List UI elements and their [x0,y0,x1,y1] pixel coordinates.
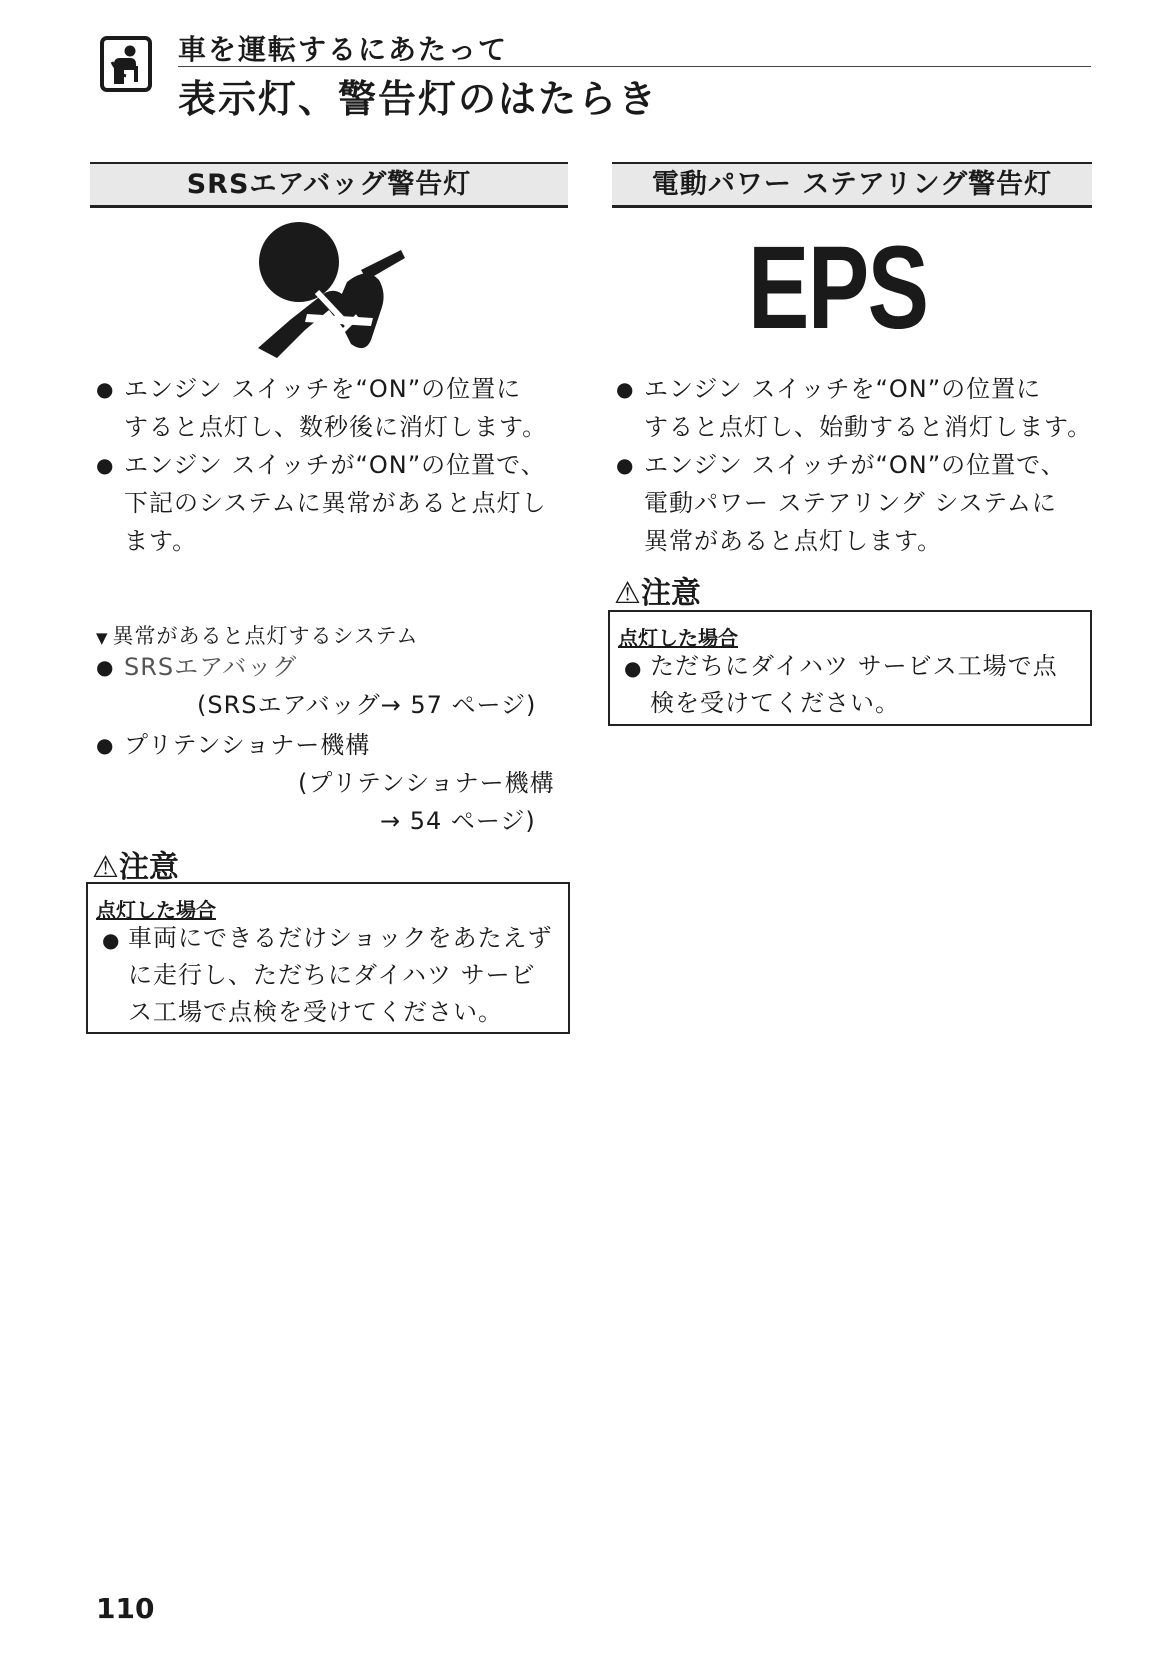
list-item [96,370,547,446]
caution-text: ただちにダイハツ サービス工場で点 検を受けてください。 [650,652,1058,717]
system-name: プリテンショナー機構 [124,731,371,759]
triangle-down-icon: ▼ [96,629,109,647]
header-rule [178,66,1091,67]
bullet-text: ます。 [124,527,198,555]
caution-title: ⚠注意 [614,576,701,611]
srs-airbag-heading: SRSエアバッグ警告灯 [90,162,568,208]
driver-icon [100,36,152,92]
page-number: 110 [96,1592,155,1625]
bullet-text: すると点灯し、始動すると消灯します。 [644,413,1093,441]
bullet-text: 異常があると点灯します。 [644,527,943,555]
system-name: SRSエアバッグ [124,653,298,681]
list-item [96,446,547,560]
eps-warning-symbol: EPS [748,222,928,354]
warning-triangle-icon: ⚠ [92,850,119,885]
caution-box [608,610,1092,726]
bullet-icon: ● [616,453,635,477]
systems-heading: ▼ 異常があると点灯するシステム [96,624,419,648]
page-title: 表示灯、警告灯のはたらき [178,77,659,121]
caution-box-heading: 点灯した場合 [618,626,738,650]
bullet-icon: ● [96,377,115,401]
bullet-text: エンジン スイッチが“ON”の位置で、 [124,451,546,479]
eps-heading: 電動パワー ステアリング警告灯 [612,162,1092,208]
list-item [616,370,1092,446]
bullet-icon: ● [96,733,115,757]
caution-text: 車両にできるだけショックをあたえず に走行し、ただちにダイハツ サービ ス工場で点検を受けてください。 [128,924,553,1026]
bullet-icon: ● [624,656,642,680]
caution-box [86,882,570,1034]
bullet-text: すると点灯し、数秒後に消灯します。 [124,413,548,441]
caution-box-heading: 点灯した場合 [96,898,216,922]
bullet-text: 電動パワー ステアリング システムに [644,489,1057,517]
cross-reference: (プリテンショナー機構 [298,769,555,797]
bullet-icon: ● [616,377,635,401]
section-subtitle: 車を運転するにあたって [178,33,509,66]
bullet-text: エンジン スイッチを“ON”の位置に [124,375,522,403]
bullet-text: エンジン スイッチを“ON”の位置に [644,375,1042,403]
list-item [616,446,1066,560]
airbag-warning-icon [255,222,411,360]
caution-title: ⚠注意 [92,850,179,885]
bullet-icon: ● [96,453,115,477]
list-item [96,648,297,686]
list-item [96,726,370,764]
cross-reference: → 54 ページ) [380,807,536,835]
bullet-text: エンジン スイッチが“ON”の位置で、 [644,451,1066,479]
bullet-text: 下記のシステムに異常があると点灯し [124,489,547,517]
bullet-icon: ● [102,928,120,952]
warning-triangle-icon: ⚠ [614,576,641,611]
bullet-icon: ● [96,655,115,679]
cross-reference: (SRSエアバッグ→ 57 ページ) [197,691,537,719]
